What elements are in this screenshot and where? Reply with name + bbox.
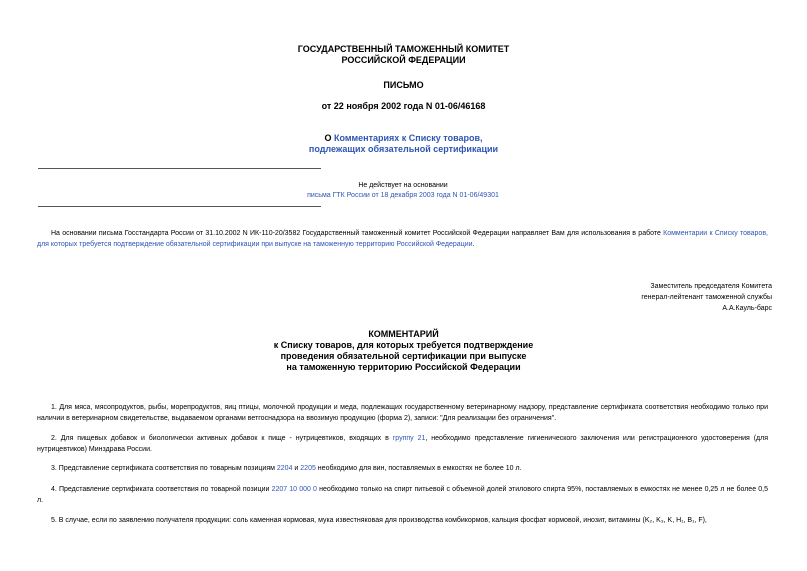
divider-top [38,168,321,169]
signature-name: А.А.Кауль-барс [722,305,772,312]
signature-position: Заместитель председателя Комитета [650,283,772,290]
position-2207-link[interactable]: 2207 10 000 0 [271,486,317,493]
agency-name [0,44,807,66]
divider-bottom [38,206,321,207]
status-note-text: Не действует на основании [358,182,448,189]
item-2-text: 2. Для пищевых добавок и биологически активных добавок к пище - нутрицевтиков, входящих в [51,435,393,442]
item-4-text: 4. Представление сертификата соответствия по товарной позиции [51,486,272,493]
item-4-text-end: необходимо только на спирт питьевой с объемной долей этилового спирта 95%, поставляемых в емкостях не менее 0,25 л не более 0,5 л. [37,486,768,504]
intro-end: . [472,241,475,248]
commentary-title: КОММЕНТАРИЙ [368,329,439,339]
position-2205-link[interactable]: 2205 [300,465,316,472]
subject-prefix: О [324,133,334,143]
item-4 [37,484,768,506]
item-3-text: 3. Представление сертификата соответствия по товарным позициям [51,465,277,472]
item-2-text-end: , необходимо представление гигиенического заключения или регистрационного удостоверения (для нутрицевтиков) Минздрава России. [37,435,768,453]
group-21-link[interactable]: группу 21 [392,435,426,442]
item-3-mid: и [292,465,301,472]
signature-block [472,281,772,314]
subject-link[interactable]: Комментариях к Списку товаров, [333,133,483,143]
item-2 [37,433,768,455]
status-note [260,181,546,201]
intro-text: На основании письма Госстандарта России от 31.10.2002 N ИК-110-20/3582 Государственный таможенный комитет Российской Федерации направляет Вам для использования в работе [51,230,664,237]
commentary-subtitle-1: к Списку товаров, для которых требуется подтверждение [273,340,534,350]
intro-commentary-link[interactable]: Комментарии к Списку товаров, для которых требуется подтверждение обязательной сертификации при выпуске на таможенную территорию Российской Федерации [37,230,768,248]
document-type: ПИСЬМО [383,80,424,90]
document-subject [0,133,807,155]
commentary-title-block [0,329,807,373]
item-5: 5. В случае, если по заявлению получателя продукции: соль каменная кормовая, мука известняковая для производства комбикормов, кальция фосфат кормовой, инозит, витамины (K₂, K₃, K, H₁, B₁, F), [51,517,707,524]
position-2204-link[interactable]: 2204 [276,465,293,472]
signature-rank: генерал-лейтенант таможенной службы [641,294,772,301]
item-3 [37,463,768,474]
document-date: от 22 ноября 2002 года N 01-06/46168 [321,101,486,111]
item-1: 1. Для мяса, мясопродуктов, рыбы, морепродуктов, яиц птицы, молочной продукции и меда, подлежащих государственному ветеринарному надзору, представление сертификата соответствия необходимо только при наличии в ветеринарном свидетельстве, выдаваемом органами ветгоснадзора на ввозимую продукцию (форма 2), записи: "Для реализации без ограничения". [37,404,768,422]
commentary-subtitle-2: проведения обязательной сертификации при выпуске [280,351,527,361]
subject-link-continued[interactable]: подлежащих обязательной сертификации [308,144,499,154]
item-3-text-end: необходимо для вин, поставляемых в емкостях не более 10 л. [315,465,522,472]
commentary-subtitle-3: на таможенную территорию Российской Федерации [286,362,521,372]
agency-line-1: ГОСУДАРСТВЕННЫЙ ТАМОЖЕННЫЙ КОМИТЕТ [297,44,510,54]
status-note-link[interactable]: письма ГТК России от 18 декабря 2003 года N 01-06/49301 [307,192,499,199]
agency-line-2: РОССИЙСКОЙ ФЕДЕРАЦИИ [341,55,466,65]
intro-paragraph [37,228,768,250]
